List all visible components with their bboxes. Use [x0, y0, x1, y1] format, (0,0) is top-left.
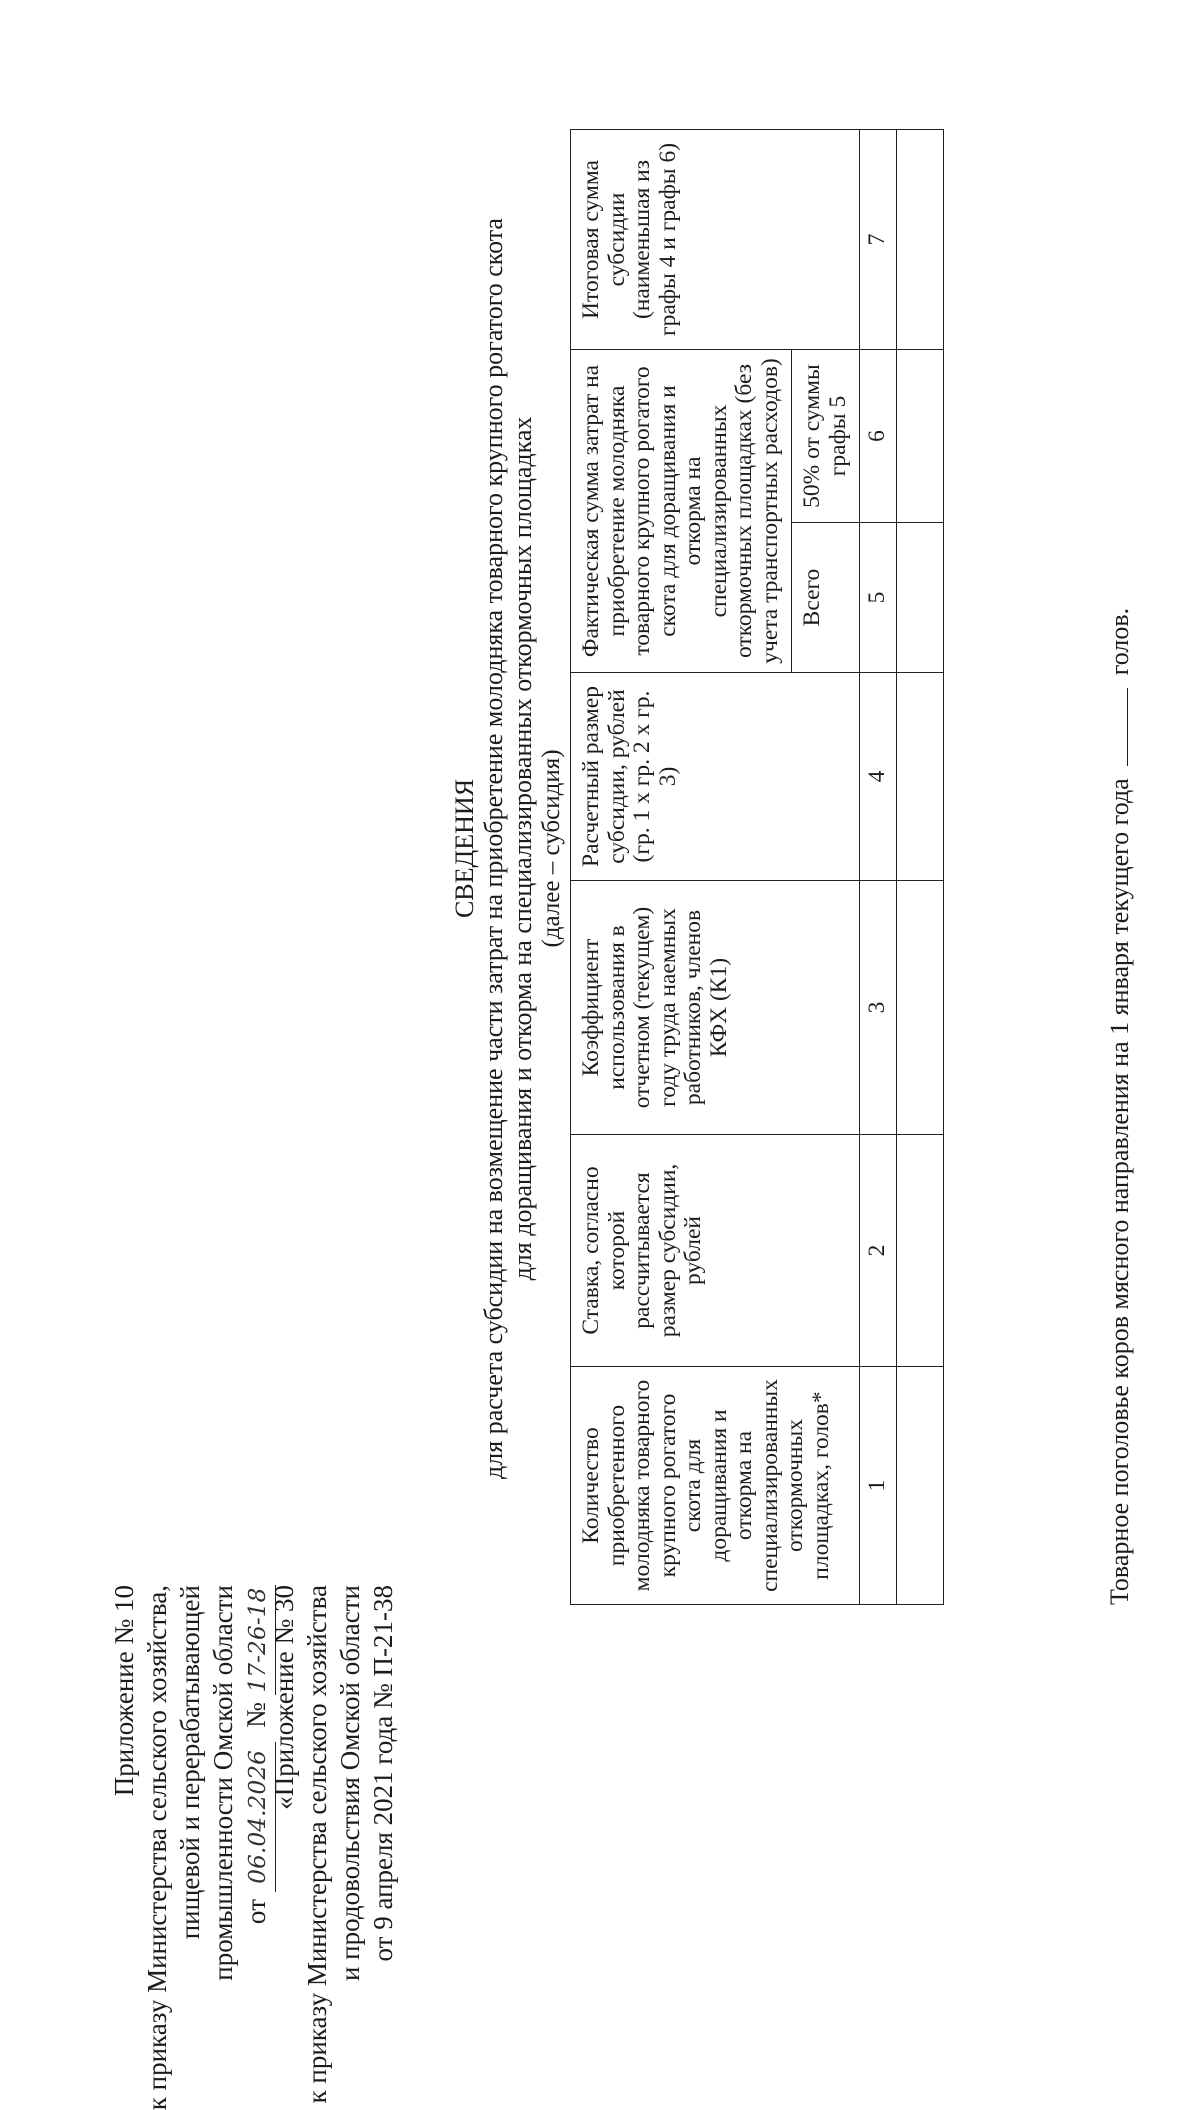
header-cell: Количество приобретенного молодняка товарного крупного рогатого скота для доращивания и откорма на специализированных откормочных площадках, голов*	[571, 1367, 860, 1605]
appendix-line: и продовольствия Омской области	[335, 1585, 365, 1982]
footer-line	[1105, 608, 1135, 1605]
handwritten-date: 06.04.2026	[242, 1742, 276, 1892]
appendix-current-block	[108, 1585, 276, 2110]
title-line: для доращивания и откорма на специализированных откормочных площадках	[508, 416, 537, 1281]
header-cell: Итоговая сумма субсидии (наименьшая из графы 4 и графы 6)	[571, 129, 860, 349]
title-heading: СВЕДЕНИЯ	[450, 778, 479, 919]
column-number: 5	[860, 523, 897, 673]
appendix-number: «Приложение № 30	[269, 1585, 299, 1810]
empty-cell	[897, 129, 944, 349]
empty-cell	[897, 881, 944, 1135]
empty-cell	[897, 349, 944, 522]
column-number: 2	[860, 1135, 897, 1367]
appendix-line: пищевой и перерабатывающей	[175, 1585, 205, 1940]
title-note: (далее – субсидия)	[538, 749, 565, 948]
empty-cell	[897, 1135, 944, 1367]
date-prefix: от	[241, 1898, 271, 1925]
table-header-row	[571, 129, 792, 1604]
number-prefix: №	[241, 1701, 271, 1728]
appendix-line: к приказу Министерства сельского хозяйства,	[142, 1585, 172, 2110]
fill-in-blank	[1127, 688, 1128, 766]
appendix-line: от 9 апреля 2021 года № П-21-38	[368, 1585, 398, 1962]
column-number: 6	[860, 349, 897, 522]
column-number: 1	[860, 1367, 897, 1605]
document-title	[450, 0, 566, 1697]
subsidy-calculation-table	[570, 129, 944, 1605]
column-number: 3	[860, 881, 897, 1135]
empty-cell	[897, 673, 944, 881]
header-cell: Коэффициент использования в отчетном (текущем) году труда наемных работников, членов КФХ (К1)	[571, 881, 860, 1135]
header-cell: Ставка, согласно которой рассчитывается размер субсидии, рублей	[571, 1135, 860, 1367]
column-number: 4	[860, 673, 897, 881]
footer-unit: голов.	[1105, 607, 1134, 676]
title-line: для расчета субсидии на возмещение части затрат на приобретение молодняка товарного крупного рогатого скота	[479, 218, 508, 1479]
table-row	[897, 129, 944, 1604]
empty-cell	[897, 1367, 944, 1605]
appendix-line: к приказу Министерства сельского хозяйства	[302, 1585, 332, 2104]
appendix-original-block	[268, 1585, 400, 2103]
appendix-line: промышленности Омской области	[208, 1585, 238, 1981]
header-cell: Расчетный размер субсидии, рублей (гр. 1 х гр. 2 х гр. 3)	[571, 673, 860, 881]
column-number: 7	[860, 129, 897, 349]
header-cell: Фактическая сумма затрат на приобретение молодняка товарного крупного рогатого скота для доращивания и откорма на специализированных откормочных площадках (без учета транспортных расходов)	[571, 349, 792, 672]
column-number-row	[860, 129, 897, 1604]
empty-cell	[897, 523, 944, 673]
subheader-cell: Всего	[792, 523, 860, 673]
handwritten-number: 17-26-18	[242, 1585, 276, 1695]
appendix-number: Приложение № 10	[109, 1585, 139, 1797]
subheader-cell: 50% от суммы графы 5	[792, 349, 860, 522]
footer-text: Товарное поголовье коров мясного направления на 1 января текущего года	[1105, 778, 1134, 1605]
